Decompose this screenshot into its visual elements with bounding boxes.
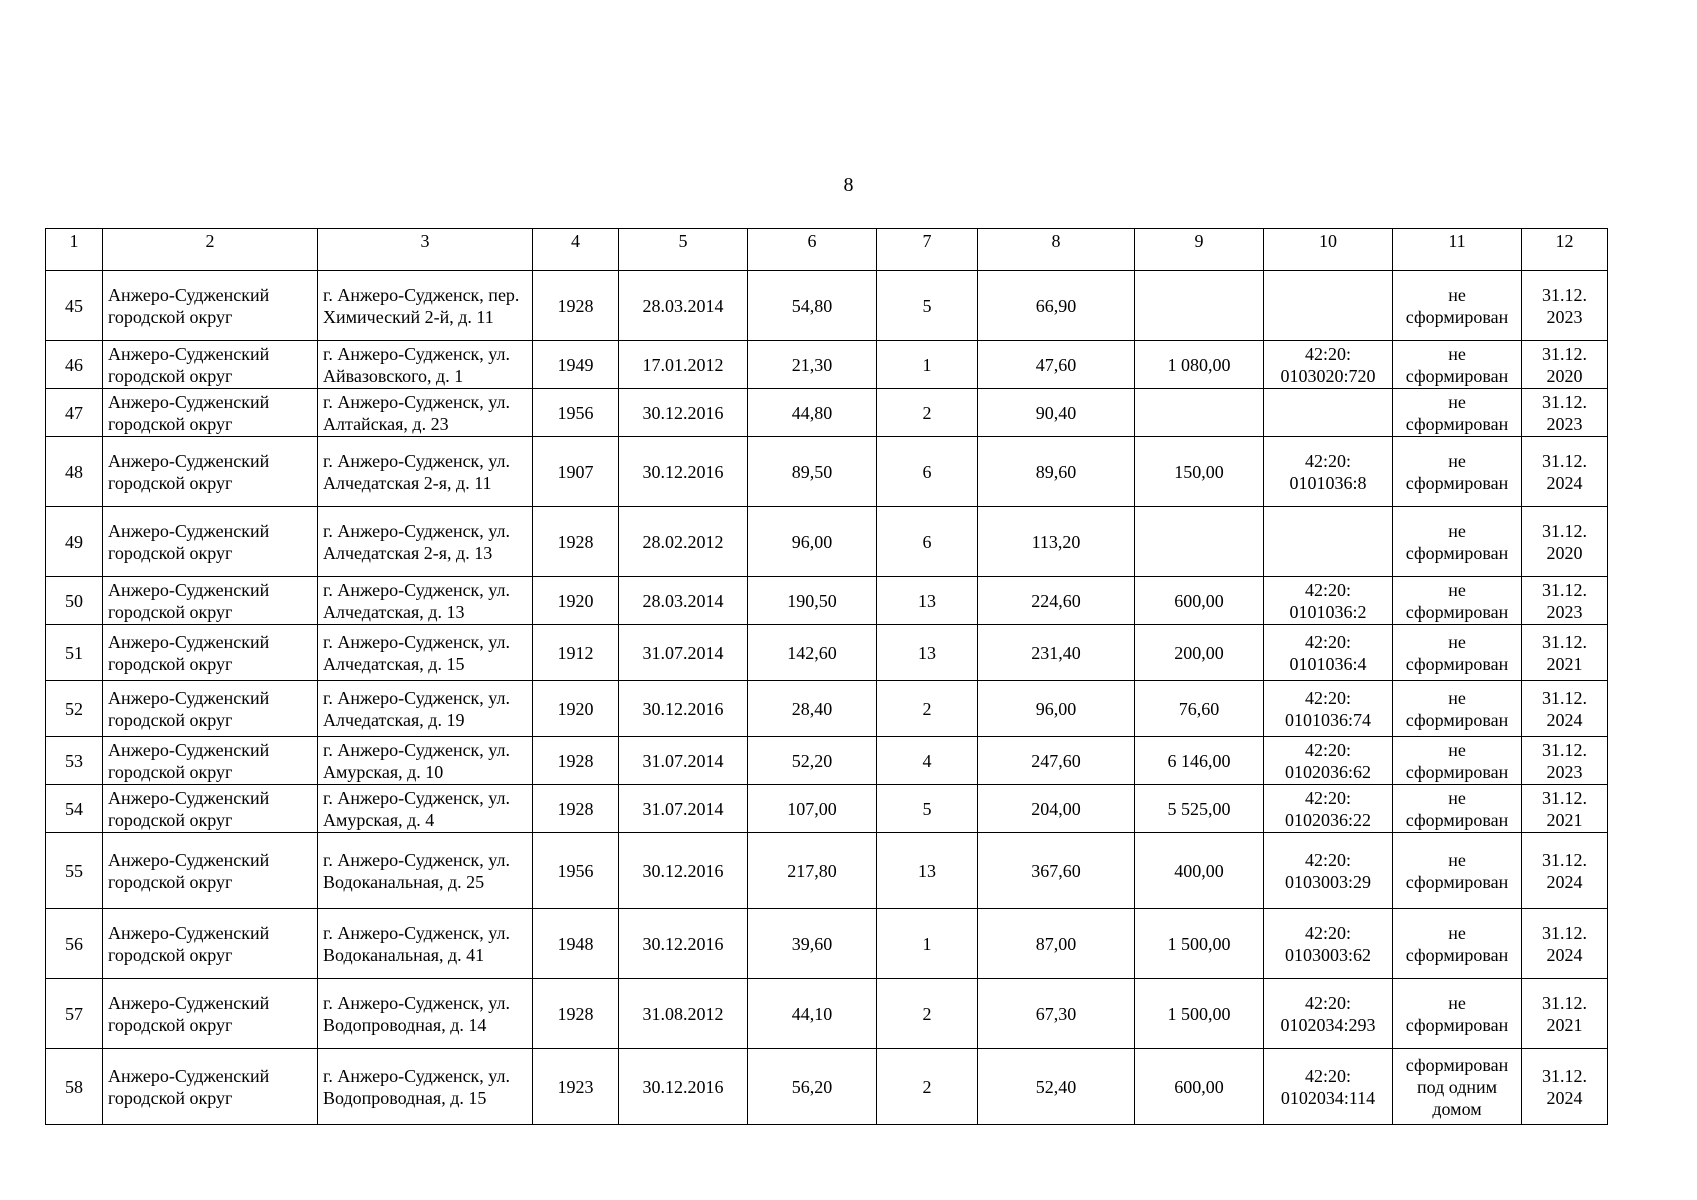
row-number: 45: [46, 271, 103, 341]
residents-cell: 6: [877, 507, 978, 577]
row-number: 47: [46, 389, 103, 437]
row-number: 56: [46, 909, 103, 979]
date-cell: 31.07.2014: [619, 625, 748, 681]
date-cell: 30.12.2016: [619, 1049, 748, 1125]
column-header: 12: [1522, 229, 1608, 271]
table-body: [46, 271, 1608, 1125]
table-row: [46, 909, 1608, 979]
cadastral-number-cell: 42:20: 0102036:62: [1264, 737, 1393, 785]
address-cell: г. Анжеро-Судженск, ул. Алчедатская 2-я, д. 13: [318, 507, 533, 577]
deadline-cell: 31.12. 2024: [1522, 909, 1608, 979]
land-status-cell: не сформирован: [1393, 785, 1522, 833]
deadline-cell: 31.12. 2024: [1522, 833, 1608, 909]
row-number: 55: [46, 833, 103, 909]
residents-cell: 6: [877, 437, 978, 507]
row-number: 53: [46, 737, 103, 785]
residents-cell: 2: [877, 1049, 978, 1125]
cadastral-number-cell: 42:20: 0101036:74: [1264, 681, 1393, 737]
deadline-cell: 31.12. 2021: [1522, 979, 1608, 1049]
table-row: [46, 577, 1608, 625]
cadastral-number-cell: 42:20: 0103003:29: [1264, 833, 1393, 909]
deadline-cell: 31.12. 2021: [1522, 785, 1608, 833]
year-cell: 1928: [533, 271, 619, 341]
date-cell: 28.03.2014: [619, 271, 748, 341]
deadline-cell: 31.12. 2024: [1522, 681, 1608, 737]
area-cell: 56,20: [748, 1049, 877, 1125]
land-area-cell: 600,00: [1135, 577, 1264, 625]
land-area-cell: 150,00: [1135, 437, 1264, 507]
address-cell: г. Анжеро-Судженск, ул. Амурская, д. 4: [318, 785, 533, 833]
district-cell: Анжеро-Судженский городской округ: [103, 909, 318, 979]
deadline-cell: 31.12. 2021: [1522, 625, 1608, 681]
land-area-cell: 1 500,00: [1135, 909, 1264, 979]
address-cell: г. Анжеро-Судженск, ул. Алчедатская, д. 13: [318, 577, 533, 625]
year-cell: 1928: [533, 979, 619, 1049]
cadastral-number-cell: 42:20: 0103020:720: [1264, 341, 1393, 389]
cadastral-number-cell: [1264, 389, 1393, 437]
column-header: 3: [318, 229, 533, 271]
area-cell: 89,50: [748, 437, 877, 507]
deadline-cell: 31.12. 2020: [1522, 341, 1608, 389]
land-status-cell: не сформирован: [1393, 271, 1522, 341]
year-cell: 1920: [533, 681, 619, 737]
year-cell: 1928: [533, 785, 619, 833]
date-cell: 17.01.2012: [619, 341, 748, 389]
land-area-cell: 1 080,00: [1135, 341, 1264, 389]
row-number: 58: [46, 1049, 103, 1125]
deadline-cell: 31.12. 2023: [1522, 737, 1608, 785]
district-cell: Анжеро-Судженский городской округ: [103, 785, 318, 833]
row-number: 57: [46, 979, 103, 1049]
address-cell: г. Анжеро-Судженск, ул. Алчедатская, д. 19: [318, 681, 533, 737]
area-cell: 28,40: [748, 681, 877, 737]
date-cell: 31.07.2014: [619, 737, 748, 785]
district-cell: Анжеро-Судженский городской округ: [103, 341, 318, 389]
area-cell: 44,80: [748, 389, 877, 437]
deadline-cell: 31.12. 2023: [1522, 271, 1608, 341]
cadastral-number-cell: 42:20: 0103003:62: [1264, 909, 1393, 979]
column-header: 4: [533, 229, 619, 271]
column-header: 6: [748, 229, 877, 271]
table-row: [46, 785, 1608, 833]
table-row: [46, 271, 1608, 341]
total-area-cell: 90,40: [978, 389, 1135, 437]
residents-cell: 2: [877, 681, 978, 737]
row-number: 49: [46, 507, 103, 577]
area-cell: 190,50: [748, 577, 877, 625]
area-cell: 54,80: [748, 271, 877, 341]
housing-register-table: [45, 228, 1608, 1125]
column-header: 7: [877, 229, 978, 271]
address-cell: г. Анжеро-Судженск, ул. Айвазовского, д. 1: [318, 341, 533, 389]
row-number: 46: [46, 341, 103, 389]
residents-cell: 2: [877, 979, 978, 1049]
district-cell: Анжеро-Судженский городской округ: [103, 625, 318, 681]
page-number: 8: [843, 174, 854, 196]
residents-cell: 2: [877, 389, 978, 437]
land-area-cell: 6 146,00: [1135, 737, 1264, 785]
total-area-cell: 47,60: [978, 341, 1135, 389]
total-area-cell: 113,20: [978, 507, 1135, 577]
table-row: [46, 507, 1608, 577]
residents-cell: 1: [877, 341, 978, 389]
area-cell: 44,10: [748, 979, 877, 1049]
deadline-cell: 31.12. 2023: [1522, 389, 1608, 437]
table-row: [46, 625, 1608, 681]
total-area-cell: 66,90: [978, 271, 1135, 341]
land-status-cell: не сформирован: [1393, 507, 1522, 577]
date-cell: 30.12.2016: [619, 437, 748, 507]
table-row: [46, 979, 1608, 1049]
land-area-cell: 600,00: [1135, 1049, 1264, 1125]
total-area-cell: 231,40: [978, 625, 1135, 681]
total-area-cell: 367,60: [978, 833, 1135, 909]
area-cell: 96,00: [748, 507, 877, 577]
row-number: 50: [46, 577, 103, 625]
land-area-cell: 200,00: [1135, 625, 1264, 681]
district-cell: Анжеро-Судженский городской округ: [103, 271, 318, 341]
land-status-cell: не сформирован: [1393, 737, 1522, 785]
year-cell: 1956: [533, 389, 619, 437]
land-area-cell: [1135, 271, 1264, 341]
district-cell: Анжеро-Судженский городской округ: [103, 979, 318, 1049]
year-cell: 1948: [533, 909, 619, 979]
row-number: 54: [46, 785, 103, 833]
year-cell: 1920: [533, 577, 619, 625]
year-cell: 1912: [533, 625, 619, 681]
area-cell: 217,80: [748, 833, 877, 909]
row-number: 48: [46, 437, 103, 507]
residents-cell: 13: [877, 833, 978, 909]
row-number: 52: [46, 681, 103, 737]
land-area-cell: 5 525,00: [1135, 785, 1264, 833]
table-row: [46, 389, 1608, 437]
area-cell: 52,20: [748, 737, 877, 785]
total-area-cell: 89,60: [978, 437, 1135, 507]
date-cell: 28.03.2014: [619, 577, 748, 625]
area-cell: 107,00: [748, 785, 877, 833]
cadastral-number-cell: 42:20: 0101036:2: [1264, 577, 1393, 625]
table-row: [46, 437, 1608, 507]
column-header: 11: [1393, 229, 1522, 271]
district-cell: Анжеро-Судженский городской округ: [103, 389, 318, 437]
date-cell: 31.07.2014: [619, 785, 748, 833]
residents-cell: 5: [877, 271, 978, 341]
total-area-cell: 87,00: [978, 909, 1135, 979]
land-area-cell: [1135, 507, 1264, 577]
land-area-cell: 76,60: [1135, 681, 1264, 737]
district-cell: Анжеро-Судженский городской округ: [103, 681, 318, 737]
row-number: 51: [46, 625, 103, 681]
table-row: [46, 737, 1608, 785]
cadastral-number-cell: 42:20: 0102034:114: [1264, 1049, 1393, 1125]
address-cell: г. Анжеро-Судженск, ул. Алчедатская 2-я, д. 11: [318, 437, 533, 507]
district-cell: Анжеро-Судженский городской округ: [103, 737, 318, 785]
land-status-cell: не сформирован: [1393, 389, 1522, 437]
year-cell: 1907: [533, 437, 619, 507]
land-status-cell: не сформирован: [1393, 577, 1522, 625]
deadline-cell: 31.12. 2023: [1522, 577, 1608, 625]
land-status-cell: не сформирован: [1393, 979, 1522, 1049]
district-cell: Анжеро-Судженский городской округ: [103, 507, 318, 577]
column-header: 9: [1135, 229, 1264, 271]
table-row: [46, 833, 1608, 909]
cadastral-number-cell: [1264, 507, 1393, 577]
total-area-cell: 52,40: [978, 1049, 1135, 1125]
residents-cell: 4: [877, 737, 978, 785]
table-row: [46, 681, 1608, 737]
land-status-cell: не сформирован: [1393, 341, 1522, 389]
land-area-cell: [1135, 389, 1264, 437]
deadline-cell: 31.12. 2020: [1522, 507, 1608, 577]
column-header: 5: [619, 229, 748, 271]
land-status-cell: не сформирован: [1393, 833, 1522, 909]
year-cell: 1949: [533, 341, 619, 389]
residents-cell: 1: [877, 909, 978, 979]
deadline-cell: 31.12. 2024: [1522, 437, 1608, 507]
total-area-cell: 224,60: [978, 577, 1135, 625]
address-cell: г. Анжеро-Судженск, ул. Водопроводная, д. 15: [318, 1049, 533, 1125]
cadastral-number-cell: 42:20: 0101036:8: [1264, 437, 1393, 507]
address-cell: г. Анжеро-Судженск, пер. Химический 2-й, д. 11: [318, 271, 533, 341]
land-area-cell: 400,00: [1135, 833, 1264, 909]
district-cell: Анжеро-Судженский городской округ: [103, 577, 318, 625]
address-cell: г. Анжеро-Судженск, ул. Алтайская, д. 23: [318, 389, 533, 437]
year-cell: 1956: [533, 833, 619, 909]
cadastral-number-cell: 42:20: 0102034:293: [1264, 979, 1393, 1049]
year-cell: 1928: [533, 737, 619, 785]
table-row: [46, 341, 1608, 389]
address-cell: г. Анжеро-Судженск, ул. Амурская, д. 10: [318, 737, 533, 785]
total-area-cell: 247,60: [978, 737, 1135, 785]
land-status-cell: не сформирован: [1393, 681, 1522, 737]
residents-cell: 13: [877, 625, 978, 681]
address-cell: г. Анжеро-Судженск, ул. Алчедатская, д. 15: [318, 625, 533, 681]
column-header: 2: [103, 229, 318, 271]
column-header: 1: [46, 229, 103, 271]
date-cell: 30.12.2016: [619, 389, 748, 437]
area-cell: 21,30: [748, 341, 877, 389]
date-cell: 30.12.2016: [619, 833, 748, 909]
table-row: [46, 1049, 1608, 1125]
cadastral-number-cell: 42:20: 0101036:4: [1264, 625, 1393, 681]
year-cell: 1928: [533, 507, 619, 577]
cadastral-number-cell: 42:20: 0102036:22: [1264, 785, 1393, 833]
district-cell: Анжеро-Судженский городской округ: [103, 437, 318, 507]
address-cell: г. Анжеро-Судженск, ул. Водоканальная, д. 25: [318, 833, 533, 909]
area-cell: 39,60: [748, 909, 877, 979]
total-area-cell: 67,30: [978, 979, 1135, 1049]
address-cell: г. Анжеро-Судженск, ул. Водопроводная, д. 14: [318, 979, 533, 1049]
land-status-cell: не сформирован: [1393, 437, 1522, 507]
area-cell: 142,60: [748, 625, 877, 681]
column-header: 8: [978, 229, 1135, 271]
land-area-cell: 1 500,00: [1135, 979, 1264, 1049]
date-cell: 31.08.2012: [619, 979, 748, 1049]
column-number-row: [46, 229, 1608, 271]
date-cell: 30.12.2016: [619, 909, 748, 979]
residents-cell: 5: [877, 785, 978, 833]
total-area-cell: 96,00: [978, 681, 1135, 737]
date-cell: 28.02.2012: [619, 507, 748, 577]
column-header: 10: [1264, 229, 1393, 271]
total-area-cell: 204,00: [978, 785, 1135, 833]
land-status-cell: не сформирован: [1393, 625, 1522, 681]
district-cell: Анжеро-Судженский городской округ: [103, 1049, 318, 1125]
cadastral-number-cell: [1264, 271, 1393, 341]
district-cell: Анжеро-Судженский городской округ: [103, 833, 318, 909]
year-cell: 1923: [533, 1049, 619, 1125]
date-cell: 30.12.2016: [619, 681, 748, 737]
land-status-cell: сформирован под одним домом: [1393, 1049, 1522, 1125]
land-status-cell: не сформирован: [1393, 909, 1522, 979]
residents-cell: 13: [877, 577, 978, 625]
deadline-cell: 31.12. 2024: [1522, 1049, 1608, 1125]
address-cell: г. Анжеро-Судженск, ул. Водоканальная, д. 41: [318, 909, 533, 979]
